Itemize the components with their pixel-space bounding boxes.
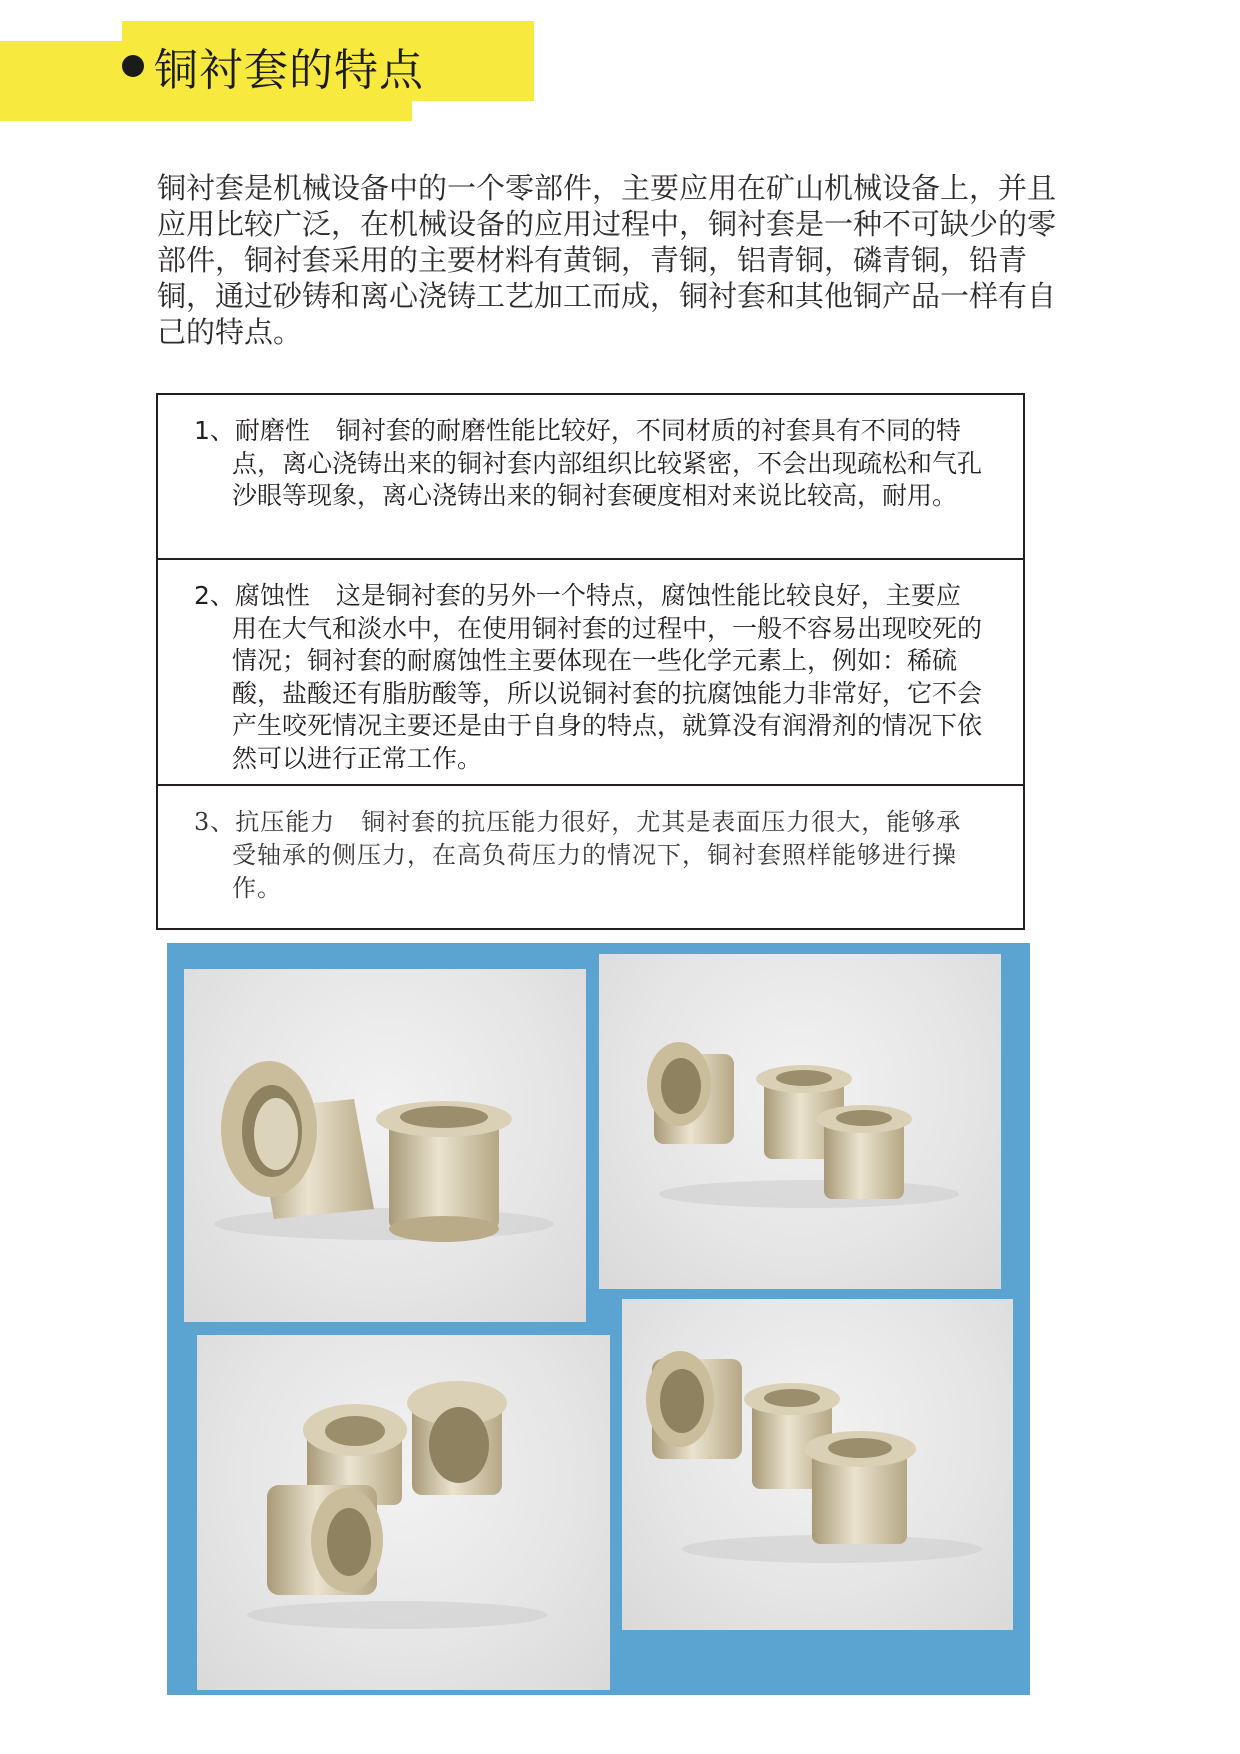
- product-photo-scattered-bushings: [197, 1335, 610, 1690]
- bullet-icon: [122, 55, 144, 77]
- product-photo-three-bushings-closeup: [622, 1299, 1013, 1630]
- bushing-illustration: [622, 1299, 1013, 1630]
- feature-number: 2、: [194, 581, 235, 610]
- feature-description: 这是铜衬套的另外一个特点，腐蚀性能比较良好，主要应用在大气和淡水中，在使用铜衬套的过程中，一般不容易出现咬死的情况；铜衬套的耐腐蚀性主要体现在一些化学元素上，例如：稀硫酸，盐酸还有脂肪酸等，所以说铜衬套的抗腐蚀能力非常好，它不会产生咬死情况主要还是由于自身的特点，就算没有润滑剂的情况下依然可以进行正常工作。: [232, 581, 983, 773]
- feature-name: 耐磨性: [234, 416, 310, 445]
- product-photo-gallery: [167, 943, 1030, 1695]
- bushing-illustration: [599, 954, 1001, 1289]
- product-photo-two-bushings: [184, 969, 586, 1322]
- feature-name: 腐蚀性: [234, 581, 310, 610]
- intro-paragraph: 铜衬套是机械设备中的一个零部件，主要应用在矿山机械设备上，并且应用比较广泛，在机械设备的应用过程中，铜衬套是一种不可缺少的零部件，铜衬套采用的主要材料有黄铜，青铜，铝青铜，磷青铜，铅青铜，通过砂铸和离心浇铸工艺加工而成，铜衬套和其他铜产品一样有自己的特点。: [157, 171, 1057, 349]
- feature-row-corrosion: [158, 560, 1023, 786]
- feature-name: 抗压能力: [235, 808, 336, 836]
- section-header: [122, 36, 424, 96]
- feature-description: 铜衬套的耐磨性能比较好，不同材质的衬套具有不同的特点，离心浇铸出来的铜衬套内部组织比较紧密，不会出现疏松和气孔沙眼等现象，离心浇铸出来的铜衬套硬度相对来说比较高，耐用。: [232, 416, 983, 510]
- feature-row-compression: [158, 786, 1023, 928]
- feature-table: [156, 393, 1025, 930]
- feature-description: 铜衬套的抗压能力很好，尤其是表面压力很大，能够承受轴承的侧压力，在高负荷压力的情况下，铜衬套照样能够进行操作。: [232, 808, 962, 902]
- bushing-illustration: [197, 1335, 610, 1690]
- feature-number: 3、: [194, 808, 236, 836]
- feature-number: 1、: [194, 416, 235, 445]
- product-photo-three-bushings: [599, 954, 1001, 1289]
- page-title: 铜衬套的特点: [154, 45, 424, 96]
- bushing-illustration: [184, 969, 586, 1322]
- feature-row-wear-resistance: [158, 395, 1023, 560]
